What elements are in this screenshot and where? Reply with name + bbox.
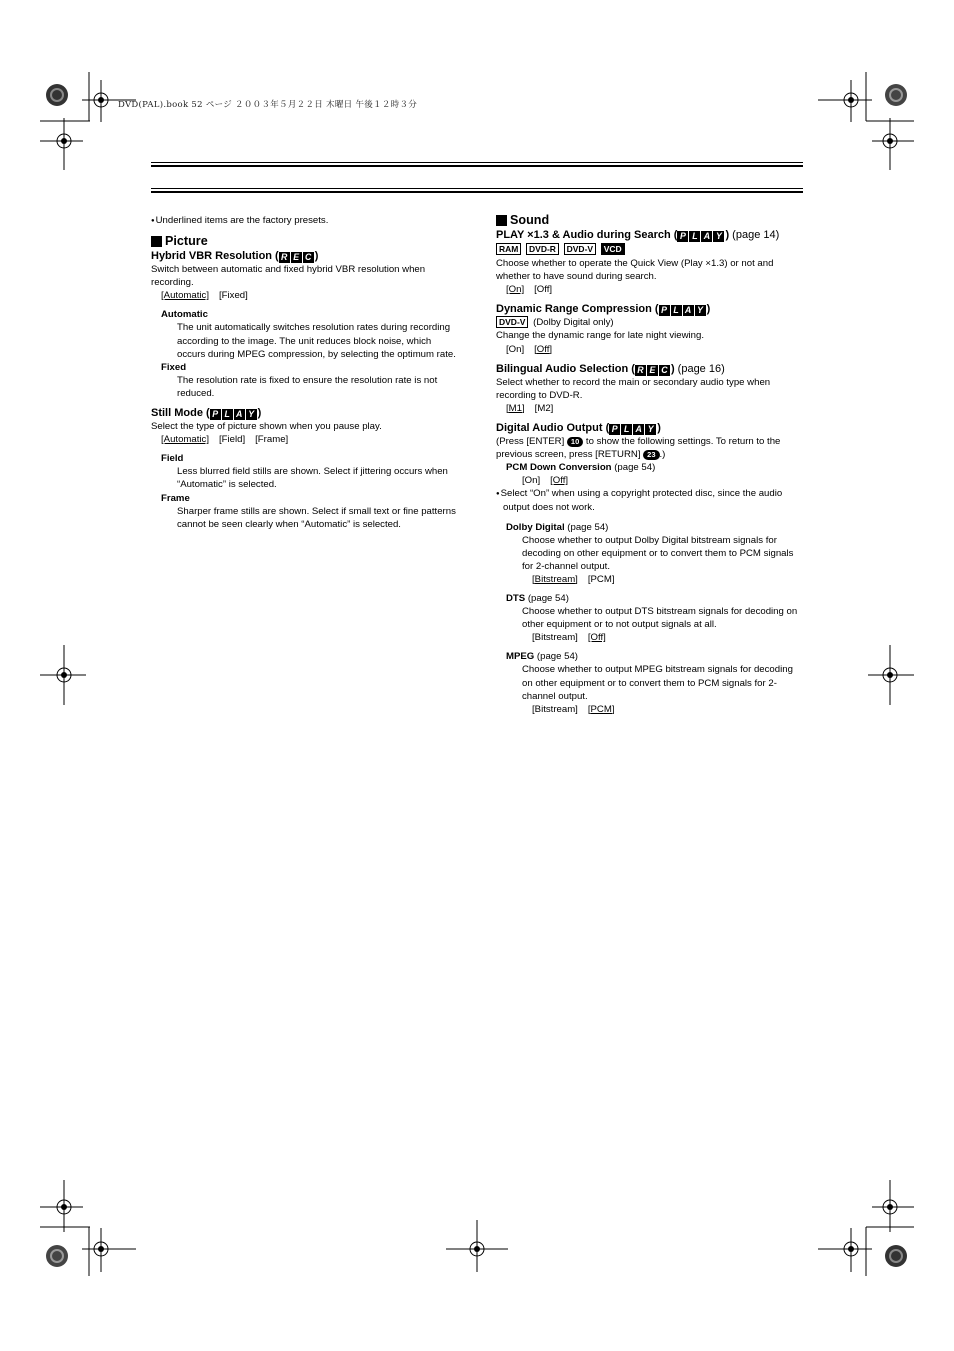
play13-options: [On] [Off] — [506, 284, 553, 296]
ref-number-23: 23 — [643, 450, 659, 460]
pcm-heading: PCM Down Conversion (page 54) — [506, 462, 656, 474]
drc-badge-line: DVD-V (Dolby Digital only) — [496, 316, 804, 329]
top-rule-thin — [151, 162, 803, 163]
hybrid-vbr-options: [Automatic] [Fixed] — [161, 290, 248, 302]
rec-logo-icon: R E C — [279, 252, 315, 263]
fixed-desc: The resolution rate is fixed to ensure the resolution rate is not reduced. — [177, 374, 438, 399]
dts-heading: DTS (page 54) — [506, 592, 569, 604]
right-column — [496, 213, 804, 716]
play13-heading: PLAY ×1.3 & Audio during Search ( P L A Y ) (page 14) — [496, 229, 780, 241]
disc-badges — [496, 243, 804, 256]
mpeg-options: [Bitstream] [PCM] — [532, 703, 615, 715]
still-mode-desc: Select the type of picture shown when you pause play. — [151, 421, 382, 433]
automatic-label: Automatic — [161, 309, 208, 321]
dolby-desc: Choose whether to output Dolby Digital bitstream signals for decoding on other equipment or to convert them to PCM signals for 2-channel output. — [522, 534, 794, 572]
play13-desc: Choose whether to operate the Quick View (Play ×1.3) or not and whether to have sound during search. — [496, 258, 774, 283]
section-heading-sound: Sound — [496, 213, 804, 228]
print-header: DVD(PAL).book 52 ページ ２００３年５月２２日 木曜日 午後１２時３分 — [118, 100, 418, 110]
drc-options: [On] [Off] — [506, 343, 553, 355]
automatic-desc: The unit automatically switches resolution rates during recording according to the image. The unit reduces block noise, which occurs during MPEG compression, by selecting the optimum rate. — [177, 322, 456, 360]
dts-desc: Choose whether to output DTS bitstream signals for decoding on other equipment or to not output signals at all. — [522, 606, 798, 631]
dolby-options: [Bitstream] [PCM] — [532, 573, 615, 585]
hybrid-vbr-desc: Switch between automatic and fixed hybrid VBR resolution when recording. — [151, 264, 426, 289]
badge-ram: RAM — [496, 243, 521, 255]
field-desc: Less blurred field stills are shown. Select if jittering occurs when “Automatic” is selected. — [177, 466, 448, 491]
play-logo-icon: P L A Y — [659, 305, 707, 316]
badge-dvd-v: DVD-V — [564, 243, 596, 255]
dts-options: [Bitstream] [Off] — [532, 632, 606, 644]
factory-preset-note: ● Underlined items are the factory presets. — [151, 214, 461, 228]
frame-label: Frame — [161, 492, 190, 504]
bilingual-options: [M1] [M2] — [506, 402, 554, 414]
field-label: Field — [161, 453, 184, 465]
section-heading-picture: Picture — [151, 234, 461, 249]
frame-desc: Sharper frame stills are shown. Select if small text or fine patterns cannot be seen clearly when “Automatic” is selected. — [177, 505, 456, 530]
drc-desc: Change the dynamic range for late night viewing. — [496, 330, 704, 342]
digital-audio-heading: Digital Audio Output ( P L A Y ) — [496, 421, 661, 434]
bottom-rule-thin — [151, 188, 803, 189]
play-logo-icon: P L A Y — [677, 231, 725, 242]
bilingual-heading: Bilingual Audio Selection ( R E C ) (page 16) — [496, 362, 725, 375]
play-logo-icon: P L A Y — [210, 409, 258, 420]
top-rule-thick — [151, 165, 803, 167]
mpeg-desc: Choose whether to output MPEG bitstream signals for decoding on other equipment or to convert them to PCM signals for 2-channel output. — [522, 664, 793, 702]
still-mode-heading: Still Mode ( P L A Y ) — [151, 407, 262, 420]
badge-dvd-r: DVD-R — [526, 243, 559, 255]
bottom-rule-thick — [151, 191, 803, 193]
square-bullet-icon — [496, 215, 507, 226]
pcm-options: [On] [Off] — [522, 475, 569, 487]
bilingual-desc: Select whether to record the main or secondary audio type when recording to DVD-R. — [496, 376, 771, 401]
play-logo-icon: P L A Y — [609, 424, 657, 435]
dolby-heading: Dolby Digital (page 54) — [506, 521, 609, 533]
ref-number-10: 10 — [567, 437, 583, 447]
square-bullet-icon — [151, 236, 162, 247]
drc-heading: Dynamic Range Compression ( P L A Y ) — [496, 303, 711, 316]
badge-vcd: VCD — [601, 243, 625, 255]
hybrid-vbr-heading: Hybrid VBR Resolution ( R E C ) — [151, 250, 319, 263]
digital-audio-press-note: (Press [ENTER] 10 to show the following settings. To return to the previous screen, press [RETURN] 23 .) — [496, 435, 781, 461]
fixed-label: Fixed — [161, 361, 187, 373]
rec-logo-icon: R E C — [635, 365, 671, 376]
pcm-note: ● Select “On” when using a copyright protected disc, since the audio output does not work. — [496, 487, 804, 514]
still-mode-options: [Automatic] [Field] [Frame] — [161, 434, 289, 446]
badge-dvd-v: DVD-V — [496, 316, 528, 328]
left-column — [151, 214, 461, 531]
mpeg-heading: MPEG (page 54) — [506, 651, 578, 663]
